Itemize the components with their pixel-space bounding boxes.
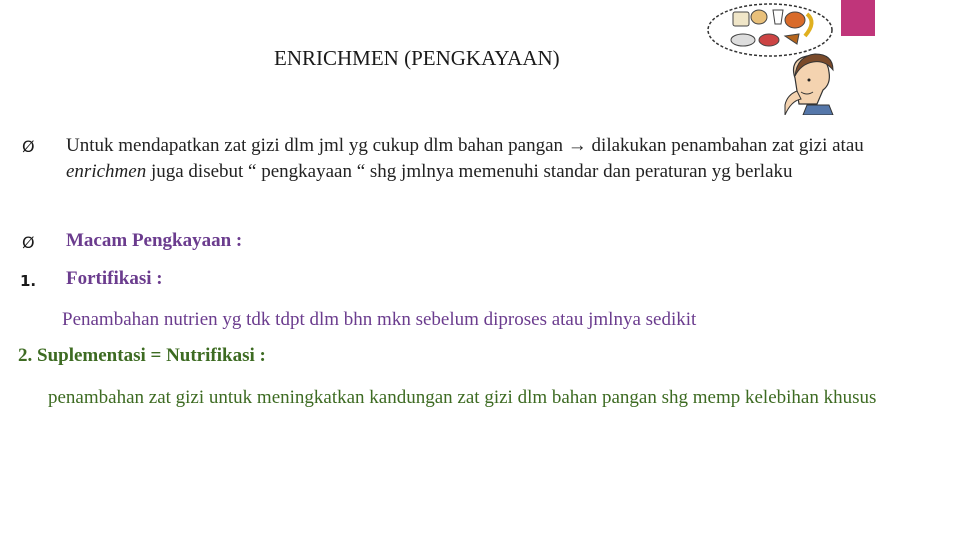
suplementasi-description: penambahan zat gizi untuk meningkatkan kandungan zat gizi dlm bahan pangan shg memp kelebihan khusus (48, 387, 877, 408)
intro-text-start: Untuk mendapatkan zat gizi dlm jml yg cukup dlm bahan pangan → dilakukan penambahan zat gizi atau (66, 135, 864, 156)
fortifikasi-description: Penambahan nutrien yg tdk tdpt dlm bhn mkn sebelum diproses atau jmlnya sedikit (62, 309, 697, 330)
bullet-arrow-icon: Ø (22, 233, 35, 252)
list-number: 1. (20, 272, 37, 290)
fortifikasi-heading: Fortifikasi : (66, 268, 163, 289)
intro-paragraph (66, 133, 936, 185)
macam-pengkayaan-heading: Macam Pengkayaan : (66, 230, 243, 251)
intro-italic-term: enrichmen (66, 161, 147, 182)
intro-text-end: juga disebut “ pengkayaan “ shg jmlnya memenuhi standar dan peraturan yg berlaku (146, 161, 793, 182)
bullet-arrow-icon: Ø (22, 137, 35, 156)
slide-title: ENRICHMEN (PENGKAYAAN) (274, 46, 560, 70)
suplementasi-heading: 2. Suplementasi = Nutrifikasi : (18, 345, 266, 366)
person-thinking-about-food-illustration (695, 0, 855, 115)
